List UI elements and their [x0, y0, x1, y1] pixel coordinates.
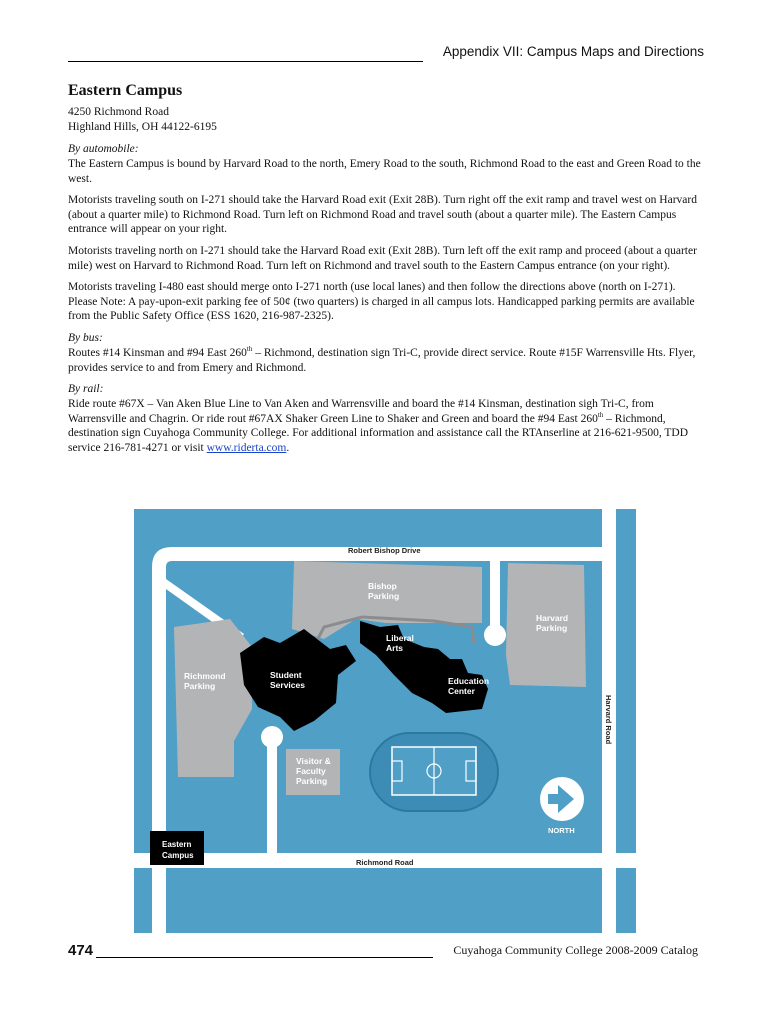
education-center-label-1: Education	[448, 676, 490, 686]
athletic-field	[370, 733, 498, 811]
bishop-parking-label-1: Bishop	[368, 581, 397, 591]
automobile-paragraph-1: The Eastern Campus is bound by Harvard Road to the north, Emery Road to the south, Richmond Road to the east and Green Road to the west.	[68, 158, 701, 185]
bus-superscript: th	[246, 345, 253, 354]
address-line-1: 4250 Richmond Road	[68, 106, 169, 118]
page-content	[68, 82, 704, 456]
rail-paragraph	[68, 397, 704, 455]
riderta-link[interactable]: www.riderta.com	[206, 441, 287, 454]
rail-text-b: – Richmond, destination sign Cuyahoga Community College. For additional information and assistance call the RTAnserline at 216-621-9500, TDD service 216-781-4271 or visit	[68, 412, 689, 454]
student-services-label-1: Student	[270, 670, 302, 680]
visitor-cul-de-sac	[261, 726, 283, 748]
visitor-parking-label-1: Visitor &	[296, 756, 331, 766]
rail-text-c: .	[286, 441, 290, 454]
north-label: NORTH	[548, 826, 575, 835]
liberal-arts-label-1: Liberal	[386, 633, 414, 643]
footer-rule	[96, 957, 433, 958]
campus-map-graphic	[134, 509, 636, 933]
richmond-parking-label-2: Parking	[184, 681, 216, 691]
page-number: 474	[68, 942, 94, 959]
address-line-2: Highland Hills, OH 44122-6195	[68, 121, 217, 133]
page-footer	[68, 940, 704, 962]
rail-text-a: Ride route #67X – Van Aken Blue Line to Van Aken and Warrensville and board the #14 Kinsman, destination sigh Tri-C, from Warrensville and Chagrin. Or ride rout #67AX Shaker Green Line to Shaker and Green and board the #94 East 260	[68, 398, 654, 425]
campus-map	[134, 509, 636, 933]
automobile-paragraph-4: Motorists traveling I-480 east should merge onto I-271 north (use local lanes) and then follow the directions above (north on I-271). Please Note: A pay-upon-exit parking fee of 50¢ (two quarters) is charged in all campus lots. Handicapped parking permits are available from the Public Safety Office (ESS 1620, 216-987-2325).	[68, 281, 695, 323]
header-rule	[68, 61, 423, 62]
header-title: Appendix VII: Campus Maps and Directions	[442, 44, 704, 59]
rail-superscript: th	[597, 410, 604, 419]
page-header	[68, 44, 704, 62]
bus-text-b: – Richmond, destination sign Tri-C, provide direct service. Route #15F Warrensville Hts. Flyer, provides service to and from Emery and Richmond.	[68, 346, 696, 374]
harvard-cul-de-sac	[484, 624, 506, 646]
bishop-parking-label-2: Parking	[368, 591, 400, 601]
north-arrow-icon	[540, 777, 584, 821]
automobile-label: By automobile:	[68, 143, 139, 155]
robert-bishop-drive-label: Robert Bishop Drive	[348, 546, 421, 555]
richmond-parking-label-1: Richmond	[184, 671, 226, 681]
harvard-parking-label-1: Harvard	[536, 613, 569, 623]
visitor-parking-label-2: Faculty	[296, 766, 326, 776]
liberal-arts-label-2: Arts	[386, 643, 404, 653]
student-services-label-2: Services	[270, 680, 305, 690]
richmond-road-label: Richmond Road	[356, 858, 414, 867]
harvard-road-label: Harvard Road	[604, 695, 613, 745]
visitor-parking-label-3: Parking	[296, 776, 328, 786]
bus-paragraph	[68, 346, 704, 375]
bus-text-a: Routes #14 Kinsman and #94 East 260	[68, 346, 247, 359]
catalog-title: Cuyahoga Community College 2008-2009 Catalog	[453, 943, 698, 957]
eastern-campus-label-2: Campus	[162, 851, 194, 860]
rail-label: By rail:	[68, 383, 104, 396]
automobile-paragraph-2: Motorists traveling south on I-271 should take the Harvard Road exit (Exit 28B). Turn right off the exit ramp and travel west on Harvard (about a quarter mile) to Richmond Road. Turn left on Richmond Road and travel south (about a quarter mile). The Eastern Campus entrance will appear on your right.	[68, 194, 697, 236]
education-center-label-2: Center	[448, 686, 475, 696]
harvard-parking-label-2: Parking	[536, 623, 568, 633]
automobile-paragraph-3: Motorists traveling north on I-271 should take the Harvard Road exit (Exit 28B). Turn left off the exit ramp and proceed (about a quarter mile) west on Harvard to Richmond Road. Turn left on Richmond and travel south to the Eastern Campus entrance (on your right).	[68, 244, 697, 272]
harvard-parking-access-road	[490, 561, 500, 631]
eastern-campus-label-1: Eastern	[162, 840, 192, 849]
campus-heading: Eastern Campus	[68, 82, 183, 99]
bus-label: By bus:	[68, 331, 103, 344]
